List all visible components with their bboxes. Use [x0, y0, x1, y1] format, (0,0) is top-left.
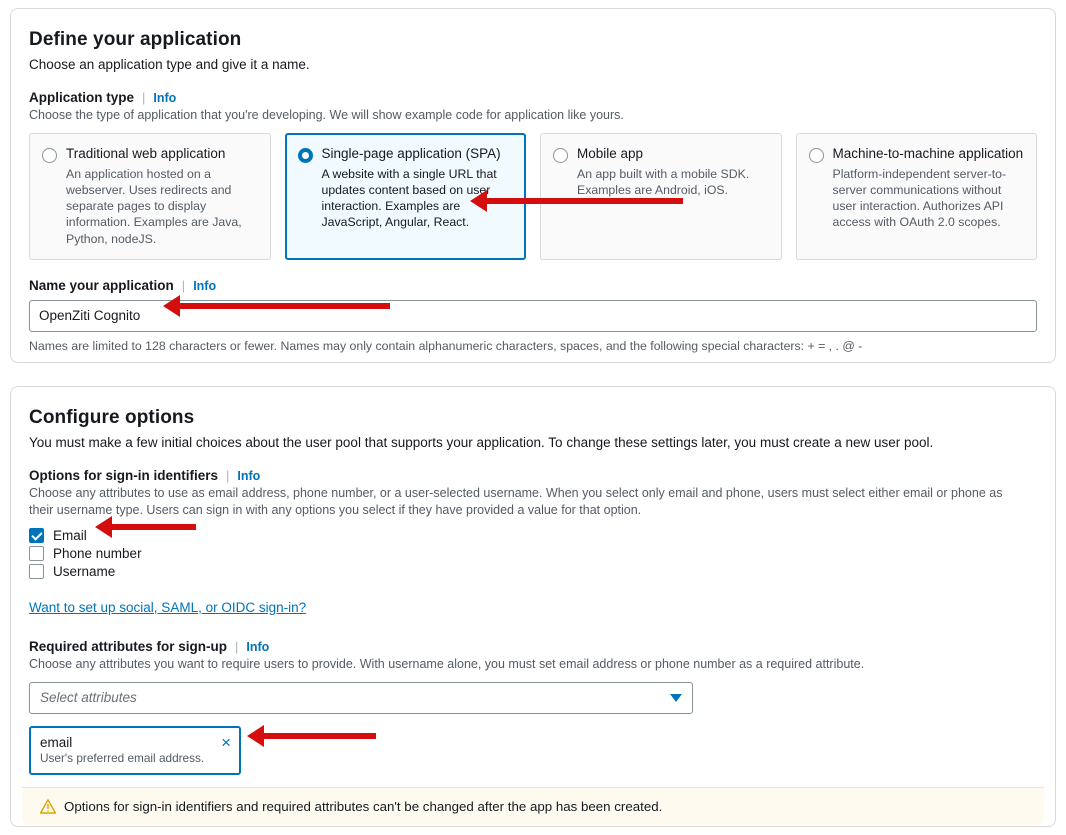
warning-icon	[40, 799, 56, 814]
application-name-label-row	[29, 278, 1037, 293]
signin-identifiers-description: Choose any attributes to use as email address, phone number, or a user-selected username. When you select only email and phone, users must select either email or phone as their username type. Users can sign in with any options you select if they have provided a value for that option.	[29, 486, 1003, 517]
signin-identifiers-label: Options for sign-in identifiers	[29, 468, 218, 483]
required-attributes-label-row	[29, 639, 1037, 654]
application-type-label-row	[29, 90, 1037, 105]
app-type-desc-traditional-web: An application hosted on a webserver. Uses redirects and separate pages to display information. Examples are Java, Python, nodeJS.	[66, 166, 242, 246]
app-type-card-mobile[interactable]	[540, 133, 782, 260]
application-name-input[interactable]	[29, 300, 1037, 332]
app-type-desc-mobile: An app built with a mobile SDK. Examples are Android, iOS.	[577, 166, 750, 197]
application-type-info-link[interactable]: Info	[153, 91, 177, 105]
label-divider-4: |	[235, 638, 239, 654]
radio-icon-spa[interactable]	[298, 148, 313, 163]
signin-warning-banner	[22, 787, 1044, 825]
app-type-desc-machine-to-machine: Platform-independent server-to-server communications without user interaction. Authorizes API access with OAuth 2.0 scopes.	[832, 166, 1007, 230]
signin-identifiers-label-row	[29, 468, 1037, 483]
application-type-radio-group	[29, 133, 1037, 260]
app-type-title-traditional-web: Traditional web application	[66, 145, 226, 161]
radio-icon-traditional-web[interactable]	[42, 148, 57, 163]
configure-options-panel	[10, 386, 1056, 827]
application-name-constraint: Names are limited to 128 characters or fewer. Names may only contain alphanumeric characters, spaces, and the following special characters: + = , . @ -	[29, 338, 863, 353]
required-attributes-info-link[interactable]: Info	[246, 639, 270, 654]
required-attributes-description: Choose any attributes you want to require users to provide. With username alone, you must set email address or phone number as a required attribute.	[29, 656, 865, 671]
label-divider-3: |	[226, 468, 230, 483]
checkbox-icon-email[interactable]	[29, 528, 44, 543]
close-icon[interactable]: ×	[221, 732, 231, 752]
federated-signin-link[interactable]: Want to set up social, SAML, or OIDC sign-in?	[29, 599, 307, 615]
chevron-down-icon[interactable]	[670, 694, 682, 702]
define-panel-title: Define your application	[29, 29, 242, 50]
app-type-title-machine-to-machine: Machine-to-machine application	[832, 145, 1024, 161]
app-type-card-machine-to-machine[interactable]	[796, 133, 1038, 260]
app-type-card-spa[interactable]	[285, 133, 527, 260]
define-panel-subtitle: Choose an application type and give it a name.	[29, 57, 310, 72]
label-divider: |	[142, 90, 146, 105]
required-attributes-label: Required attributes for sign-up	[29, 638, 228, 654]
radio-icon-machine-to-machine[interactable]	[809, 148, 824, 163]
application-type-description: Choose the type of application that you're developing. We will show example code for application like yours.	[29, 108, 624, 122]
checkbox-row-username[interactable]	[29, 564, 1037, 579]
app-type-desc-spa: A website with a single URL that updates content based on user interaction. Examples are JavaScript, Angular, React.	[321, 166, 497, 230]
label-divider-2: |	[181, 277, 186, 293]
attribute-token-description: User's preferred email address.	[40, 750, 205, 765]
app-type-card-traditional-web[interactable]	[29, 133, 271, 260]
signin-warning-text: Options for sign-in identifiers and required attributes can't be changed after the app has been created.	[64, 799, 663, 814]
checkbox-icon-username[interactable]	[29, 564, 44, 579]
checkbox-label-phone-number: Phone number	[53, 545, 142, 561]
checkbox-row-phone-number[interactable]	[29, 546, 1037, 561]
checkbox-icon-phone-number[interactable]	[29, 546, 44, 561]
app-type-title-spa: Single-page application (SPA)	[321, 145, 501, 161]
required-attributes-select[interactable]	[29, 682, 693, 714]
attribute-token-email	[29, 726, 241, 775]
define-application-panel	[10, 8, 1056, 363]
configure-panel-subtitle: You must make a few initial choices about the user pool that supports your application. To change these settings later, you must create a new user pool.	[29, 435, 934, 450]
checkbox-label-email: Email	[53, 527, 87, 543]
attribute-token-name: email	[40, 734, 73, 750]
signin-identifiers-info-link[interactable]: Info	[237, 469, 261, 483]
checkbox-label-username: Username	[53, 563, 116, 579]
application-type-label: Application type	[29, 90, 135, 105]
signin-identifiers-checkbox-group	[29, 528, 1037, 579]
app-type-title-mobile: Mobile app	[577, 145, 644, 161]
application-name-info-link[interactable]: Info	[193, 278, 217, 293]
configure-panel-title: Configure options	[29, 407, 195, 428]
application-name-label: Name your application	[29, 277, 174, 293]
radio-icon-mobile[interactable]	[553, 148, 568, 163]
checkbox-row-email[interactable]	[29, 528, 1037, 543]
required-attributes-select-placeholder: Select attributes	[40, 690, 137, 706]
